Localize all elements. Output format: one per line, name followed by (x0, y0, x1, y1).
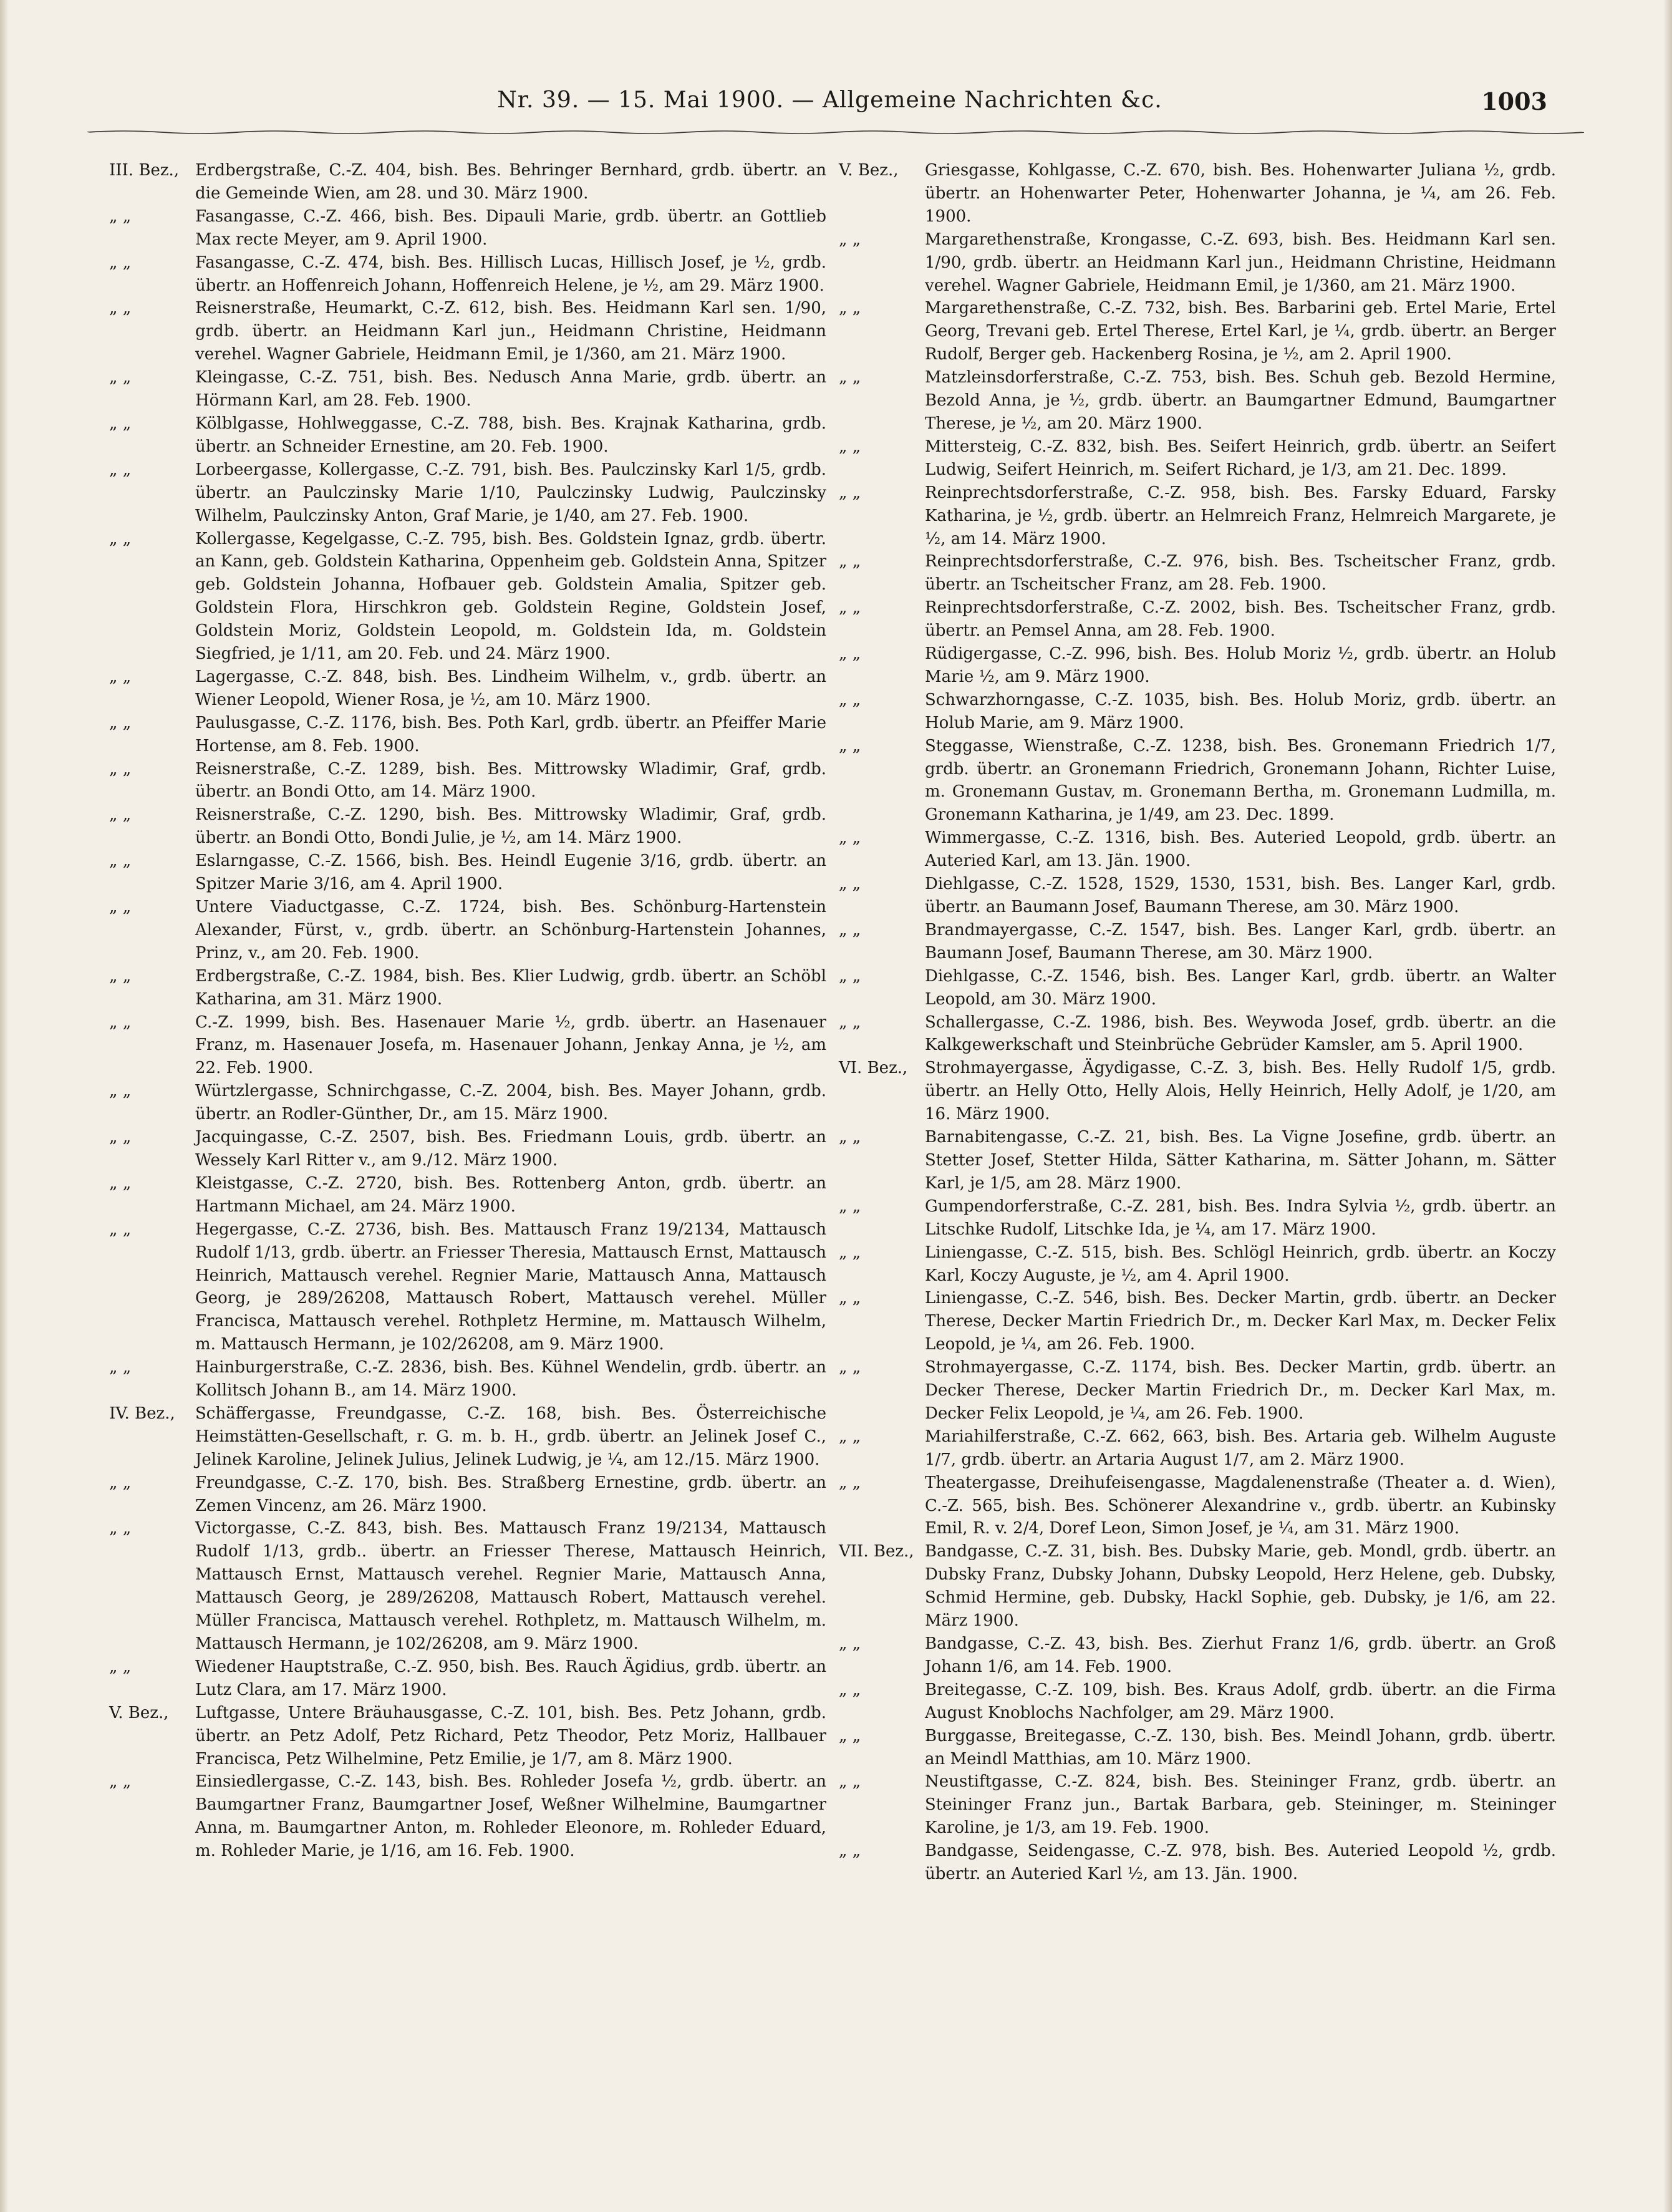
register-entry (839, 827, 1556, 873)
register-entry (109, 1172, 826, 1218)
entry-text: Gumpendorferstraße, C.-Z. 281, bish. Bes. Indra Sylvia ½, grdb. übertr. an Litschke Rudolf, Litschke Ida, je ¼, am 17. März 1900. (925, 1196, 1556, 1239)
register-entry (839, 873, 1556, 919)
entry-text: Barnabitengasse, C.-Z. 21, bish. Bes. La Vigne Josefine, grdb. übertr. an Stetter Josef, Stetter Hilda, Sätter Katharina, m. Sätter Johann, m. Sätter Karl, je 1/5, am 28. März 1900. (925, 1128, 1556, 1193)
district-marker: „ „ (839, 920, 861, 939)
page-number: 1003 (1481, 87, 1547, 115)
district-marker: „ „ (109, 1220, 132, 1239)
register-entry (839, 596, 1556, 643)
entry-text: Breitegasse, C.-Z. 109, bish. Bes. Kraus Adolf, grdb. übertr. an die Firma August Knoblochs Nachfolger, am 29. März 1900. (925, 1680, 1556, 1722)
register-entry (109, 1517, 826, 1655)
register-entry (109, 1770, 826, 1863)
scan-edge-right (1663, 0, 1672, 2212)
register-entry (839, 919, 1556, 965)
register-entry (839, 1126, 1556, 1195)
entry-text: Lagergasse, C.-Z. 848, bish. Bes. Lindheim Wilhelm, v., grdb. übertr. an Wiener Leopold, Wiener Rosa, je ½, am 10. März 1900. (195, 667, 826, 709)
entry-text: Eslarngasse, C.-Z. 1566, bish. Bes. Heindl Eugenie 3/16, grdb. übertr. an Spitzer Marie 3/16, am 4. April 1900. (195, 851, 826, 894)
register-entry (109, 850, 826, 896)
register-entry (839, 643, 1556, 689)
district-marker: „ „ (839, 1473, 861, 1492)
register-entry (839, 159, 1556, 228)
register-entry (839, 735, 1556, 827)
entry-text: Wimmergasse, C.-Z. 1316, bish. Bes. Auteried Leopold, grdb. übertr. an Auteried Karl, am 13. Jän. 1900. (925, 828, 1556, 871)
register-entry (109, 1080, 826, 1126)
entry-text: Schäffergasse, Freundgasse, C.-Z. 168, bish. Bes. Österreichische Heimstätten-Gesellschaft, r. G. m. b. H., grdb. übertr. an Jelinek Josef C., Jelinek Karoline, Jelinek Julius, Jelinek Ludwig, je ¼, am 12./15. März 1900. (195, 1404, 826, 1469)
entry-text: Paulusgasse, C.-Z. 1176, bish. Bes. Poth Karl, grdb. übertr. an Pfeiffer Marie Hortense, am 8. Feb. 1900. (195, 713, 826, 755)
entry-text: Mariahilferstraße, C.-Z. 662, 663, bish. Bes. Artaria geb. Wilhelm Auguste 1/7, grdb. übertr. an Artaria August 1/7, am 2. März 1900. (925, 1427, 1556, 1469)
district-marker: „ „ (109, 1358, 132, 1377)
register-entry (109, 366, 826, 412)
register-entry (839, 1356, 1556, 1425)
register-entry (109, 803, 826, 850)
entry-text: Strohmayergasse, C.-Z. 1174, bish. Bes. Decker Martin, grdb. übertr. an Decker Therese, Decker Martin Friedrich Dr., m. Decker Karl Max, m. Decker Felix Leopold, je ¼, am 26. Feb. 1900. (925, 1358, 1556, 1423)
register-entry (839, 550, 1556, 596)
register-entry (109, 1218, 826, 1356)
district-marker: „ „ (109, 805, 132, 825)
district-marker: „ „ (839, 483, 861, 502)
district-marker: „ „ (109, 529, 132, 548)
entry-text: Bandgasse, Seidengasse, C.-Z. 978, bish. Bes. Auteried Leopold ½, grdb. übertr. an Auteried Karl ½, am 13. Jän. 1900. (925, 1841, 1556, 1884)
district-marker: „ „ (109, 1082, 132, 1101)
register-entry (109, 412, 826, 458)
entry-text: Bandgasse, C.-Z. 43, bish. Bes. Zierhut Franz 1/6, grdb. übertr. an Groß Johann 1/6, am 14. Feb. 1900. (925, 1634, 1556, 1676)
district-marker: „ „ (839, 1841, 861, 1861)
district-marker: „ „ (839, 552, 861, 571)
entry-text: Reinprechtsdorferstraße, C.-Z. 976, bish. Bes. Tscheitscher Franz, grdb. übertr. an Tscheitscher Franz, am 28. Feb. 1900. (925, 552, 1556, 594)
register-entry (839, 1057, 1556, 1126)
register-entry (839, 1287, 1556, 1356)
entry-text: Liniengasse, C.-Z. 515, bish. Bes. Schlögl Heinrich, grdb. übertr. an Koczy Karl, Koczy Auguste, je ½, am 4. April 1900. (925, 1243, 1556, 1285)
register-entry (109, 297, 826, 366)
register-entry (109, 1702, 826, 1771)
entry-text: Rüdigergasse, C.-Z. 996, bish. Bes. Holub Moriz ½, grdb. übertr. an Holub Marie ½, am 9. März 1900. (925, 644, 1556, 686)
entry-text: Kölblgasse, Hohlweggasse, C.-Z. 788, bish. Bes. Krajnak Katharina, grdb. übertr. an Schneider Ernestine, am 20. Feb. 1900. (195, 414, 826, 456)
district-marker: „ „ (109, 1772, 132, 1792)
entry-text: Lorbeergasse, Kollergasse, C.-Z. 791, bish. Bes. Paulczinsky Karl 1/5, grdb. übertr. an Paulczinsky Marie 1/10, Paulczinsky Ludwig, Paulczinsky Wilhelm, Paulczinsky Anton, Graf Marie, je 1/40, am 27. Feb. 1900. (195, 460, 826, 525)
register-entry (839, 1011, 1556, 1057)
entry-text: Strohmayergasse, Ägydigasse, C.-Z. 3, bish. Bes. Helly Rudolf 1/5, grdb. übertr. an Helly Otto, Helly Alois, Helly Heinrich, Helly Adolf, je 1/20, am 16. März 1900. (925, 1059, 1556, 1124)
district-marker: „ „ (839, 690, 861, 709)
district-marker: IV. Bez., (109, 1404, 175, 1423)
register-entry (839, 689, 1556, 735)
register-entry (109, 666, 826, 712)
district-marker: „ „ (839, 736, 861, 755)
district-marker: „ „ (839, 1427, 861, 1446)
register-entry (109, 712, 826, 758)
entry-text: Neustiftgasse, C.-Z. 824, bish. Bes. Steininger Franz, grdb. übertr. an Steininger Franz jun., Bartak Barbara, geb. Steininger, m. Steininger Karoline, je 1/3, am 19. Feb. 1900. (925, 1772, 1556, 1838)
entry-text: Griesgasse, Kohlgasse, C.-Z. 670, bish. Bes. Hohenwarter Juliana ½, grdb. übertr. an Hohenwarter Peter, Hohenwarter Johanna, je ¼, am 26. Feb. 1900. (925, 161, 1556, 226)
register-entry (109, 896, 826, 965)
district-marker: „ „ (109, 299, 132, 318)
district-marker: „ „ (109, 667, 132, 686)
register-entry (109, 965, 826, 1011)
entry-text: C.-Z. 1999, bish. Bes. Hasenauer Marie ½, grdb. übertr. an Hasenauer Franz, m. Hasenauer Josefa, m. Hasenauer Johann, Jenkay Anna, je ½, am 22. Feb. 1900. (195, 1012, 826, 1078)
register-entry (109, 159, 826, 205)
district-marker: „ „ (839, 1680, 861, 1699)
register-entry (839, 1679, 1556, 1725)
district-marker: V. Bez., (109, 1703, 169, 1722)
register-entry (109, 1356, 826, 1402)
register-entry (839, 1195, 1556, 1241)
entry-text: Hainburgerstraße, C.-Z. 2836, bish. Bes. Kühnel Wendelin, grdb. übertr. an Kollitsch Johann B., am 14. März 1900. (195, 1358, 826, 1400)
district-marker: „ „ (839, 1128, 861, 1147)
district-marker: „ „ (109, 1128, 132, 1147)
district-marker: „ „ (839, 1726, 861, 1745)
entry-text: Reisnerstraße, Heumarkt, C.-Z. 612, bish. Bes. Heidmann Karl sen. 1/90, grdb. übertr. an Heidmann Karl jun., Heidmann Christine, Heidmann verehel. Wagner Gabriele, Heidmann Emil, je 1/360, am 21. März 1900. (195, 299, 826, 364)
district-marker: „ „ (109, 253, 132, 272)
register-entry (109, 205, 826, 251)
register-entry (839, 1472, 1556, 1541)
district-marker: „ „ (839, 875, 861, 894)
entry-text: Reinprechtsdorferstraße, C.-Z. 958, bish. Bes. Farsky Eduard, Farsky Katharina, je ½, grdb. übertr. an Helmreich Franz, Helmreich Margarete, je ½, am 14. März 1900. (925, 483, 1556, 548)
entry-text: Brandmayergasse, C.-Z. 1547, bish. Bes. Langer Karl, grdb. übertr. an Baumann Josef, Baumann Therese, am 30. März 1900. (925, 920, 1556, 963)
district-marker: „ „ (839, 1772, 861, 1792)
district-marker: III. Bez., (109, 161, 180, 180)
district-marker: „ „ (839, 828, 861, 848)
register-entry (839, 1241, 1556, 1288)
entry-text: Diehlgasse, C.-Z. 1546, bish. Bes. Langer Karl, grdb. übertr. an Walter Leopold, am 30. März 1900. (925, 966, 1556, 1009)
entry-text: Kleingasse, C.-Z. 751, bish. Bes. Nedusch Anna Marie, grdb. übertr. an Hörmann Karl, am 28. Feb. 1900. (195, 368, 826, 410)
register-entry (839, 1725, 1556, 1771)
entry-text: Untere Viaductgasse, C.-Z. 1724, bish. Bes. Schönburg-Hartenstein Alexander, Fürst, v., grdb. übertr. an Schönburg-Hartenstein Johannes, Prinz, v., am 20. Feb. 1900. (195, 898, 826, 963)
register-entry (839, 1632, 1556, 1679)
district-marker: „ „ (839, 1243, 861, 1262)
district-marker: V. Bez., (839, 161, 899, 180)
district-marker: „ „ (109, 368, 132, 387)
entry-text: Erdbergstraße, C.-Z. 404, bish. Bes. Behringer Bernhard, grdb. übertr. an die Gemeinde Wien, am 28. und 30. März 1900. (195, 161, 826, 203)
entry-text: Victorgasse, C.-Z. 843, bish. Bes. Mattausch Franz 19/2134, Mattausch Rudolf 1/13, grdb.. übertr. an Friesser Therese, Mattausch Heinrich, Mattausch Ernst, Mattausch verehel. Regnier Marie, Mattausch Anna, Mattausch Georg, je 289/26208, Mattausch Robert, Mattausch verehel. Müller Francisca, Mattausch verehel. Rothpletz, m. Mattausch Wilhelm, m. Mattausch Hermann, je 102/26208, am 9. März 1900. (195, 1519, 826, 1653)
register-entry (109, 1126, 826, 1172)
district-marker: „ „ (109, 898, 132, 916)
entry-text: Jacquingasse, C.-Z. 2507, bish. Bes. Friedmann Louis, grdb. übertr. an Wessely Karl Ritter v., am 9./12. März 1900. (195, 1128, 826, 1170)
entry-text: Burggasse, Breitegasse, C.-Z. 130, bish. Bes. Meindl Johann, grdb. übertr. an Meindl Matthias, am 10. März 1900. (925, 1726, 1556, 1768)
district-marker: „ „ (839, 1634, 861, 1653)
district-marker: „ „ (839, 598, 861, 618)
district-marker: „ „ (839, 368, 861, 387)
register-entry (109, 458, 826, 528)
entry-text: Würtzlergasse, Schnirchgasse, C.-Z. 2004, bish. Bes. Mayer Johann, grdb. übertr. an Rodler-Günther, Dr., am 15. März 1900. (195, 1082, 826, 1124)
entry-text: Erdbergstraße, C.-Z. 1984, bish. Bes. Klier Ludwig, grdb. übertr. an Schöbl Katharina, am 31. März 1900. (195, 966, 826, 1009)
register-entry (839, 435, 1556, 482)
entry-text: Mittersteig, C.-Z. 832, bish. Bes. Seifert Heinrich, grdb. übertr. an Seifert Ludwig, Seifert Heinrich, m. Seifert Richard, je 1/3, am 21. Dec. 1899. (925, 437, 1556, 479)
district-marker: „ „ (839, 644, 861, 664)
entry-text: Steggasse, Wienstraße, C.-Z. 1238, bish. Bes. Gronemann Friedrich 1/7, grdb. übertr. an Gronemann Friedrich, Gronemann Johann, Richter Luise, m. Gronemann Gustav, m. Gronemann Bertha, m. Gronemann Ludmilla, m. Gronemann Katharina, je 1/49, am 23. Dec. 1899. (925, 736, 1556, 825)
entry-text: Einsiedlergasse, C.-Z. 143, bish. Bes. Rohleder Josefa ½, grdb. übertr. an Baumgartner Franz, Baumgartner Josef, Weßner Wilhelmine, Baumgartner Anna, m. Baumgartner Anton, m. Rohleder Eleonore, m. Rohleder Eduard, m. Rohleder Marie, je 1/16, am 16. Feb. 1900. (195, 1772, 826, 1861)
entry-text: Margarethenstraße, C.-Z. 732, bish. Bes. Barbarini geb. Ertel Marie, Ertel Georg, Trevani geb. Ertel Therese, Ertel Karl, je ¼, grdb. übertr. an Berger Rudolf, Berger geb. Hackenberg Rosina, je ½, am 2. April 1900. (925, 299, 1556, 364)
register-entry (839, 1540, 1556, 1632)
district-marker: VI. Bez., (839, 1059, 908, 1078)
register-entry (109, 251, 826, 298)
district-marker: „ „ (839, 230, 861, 249)
district-marker: „ „ (109, 460, 132, 479)
district-marker: „ „ (109, 1173, 132, 1193)
entry-text: Wiedener Hauptstraße, C.-Z. 950, bish. Bes. Rauch Ägidius, grdb. übertr. an Lutz Clara, am 17. März 1900. (195, 1657, 826, 1699)
register-entry (109, 1402, 826, 1472)
district-marker: „ „ (109, 414, 132, 433)
district-marker: „ „ (839, 1196, 861, 1216)
register-entry (839, 228, 1556, 298)
entry-text: Bandgasse, C.-Z. 31, bish. Bes. Dubsky Marie, geb. Mondl, grdb. übertr. an Dubsky Franz, Dubsky Johann, Dubsky Leopold, Herz Helene, geb. Dubsky, Schmid Hermine, geb. Dubsky, Hackl Sophie, geb. Dubsky, je 1/6, am 22. März 1900. (925, 1542, 1556, 1631)
entry-text: Freundgasse, C.-Z. 170, bish. Bes. Straßberg Ernestine, grdb. übertr. an Zemen Vincenz, am 26. März 1900. (195, 1473, 826, 1515)
entry-text: Kollergasse, Kegelgasse, C.-Z. 795, bish. Bes. Goldstein Ignaz, grdb. übertr. an Kann, geb. Goldstein Katharina, Oppenheim geb. Goldstein Anna, Spitzer geb. Goldstein Johanna, Hofbauer geb. Goldstein Amalia, Spitzer geb. Goldstein Flora, Hirschkron geb. Goldstein Regine, Goldstein Josef, Goldstein Moriz, Goldstein Leopold, m. Goldstein Ida, m. Goldstein Siegfried, je 1/11, am 20. Feb. und 24. März 1900. (195, 529, 826, 664)
district-marker: „ „ (839, 966, 861, 986)
entry-text: Matzleinsdorferstraße, C.-Z. 753, bish. Bes. Schuh geb. Bezold Hermine, Bezold Anna, je ½, grdb. übertr. an Baumgartner Edmund, Baumgartner Therese, je ½, am 20. März 1900. (925, 368, 1556, 433)
register-entry (839, 1770, 1556, 1840)
register-entry (839, 482, 1556, 551)
district-marker: VII. Bez., (839, 1542, 914, 1561)
entry-text: Margarethenstraße, Krongasse, C.-Z. 693, bish. Bes. Heidmann Karl sen. 1/90, grdb. übertr. an Heidmann Karl jun., Heidmann Christine, Heidmann verehel. Wagner Gabriele, Heidmann Emil, je 1/360, am 21. März 1900. (925, 230, 1556, 295)
left-column (109, 159, 826, 1863)
register-entry (109, 1656, 826, 1702)
header-rule (87, 130, 1584, 135)
entry-text: Reinprechtsdorferstraße, C.-Z. 2002, bish. Bes. Tscheitscher Franz, grdb. übertr. an Pemsel Anna, am 28. Feb. 1900. (925, 598, 1556, 641)
register-entry (109, 1472, 826, 1518)
entry-text: Schallergasse, C.-Z. 1986, bish. Bes. Weywoda Josef, grdb. übertr. an die Kalkgewerkschaft und Steinbrüche Gebrüder Kamsler, am 5. April 1900. (925, 1012, 1556, 1055)
register-entry (109, 758, 826, 804)
issue-line: Nr. 39. — 15. Mai 1900. — Allgemeine Nachrichten &c. (497, 87, 1162, 113)
entry-text: Schwarzhorngasse, C.-Z. 1035, bish. Bes. Holub Moriz, grdb. übertr. an Holub Marie, am 9. März 1900. (925, 690, 1556, 732)
scan-edge-left (0, 0, 9, 2212)
district-marker: „ „ (839, 437, 861, 456)
entry-text: Liniengasse, C.-Z. 546, bish. Bes. Decker Martin, grdb. übertr. an Decker Therese, Decker Martin Friedrich Dr., m. Decker Karl Max, m. Decker Felix Leopold, je ¼, am 26. Feb. 1900. (925, 1289, 1556, 1354)
district-marker: „ „ (109, 1657, 132, 1676)
district-marker: „ „ (839, 1289, 861, 1308)
district-marker: „ „ (109, 1012, 132, 1032)
page-header (112, 87, 1547, 131)
district-marker: „ „ (109, 713, 132, 732)
entry-text: Reisnerstraße, C.-Z. 1289, bish. Bes. Mittrowsky Wladimir, Graf, grdb. übertr. an Bondi Otto, am 14. März 1900. (195, 759, 826, 802)
district-marker: „ „ (109, 966, 132, 986)
entry-text: Kleistgasse, C.-Z. 2720, bish. Bes. Rottenberg Anton, grdb. übertr. an Hartmann Michael, am 24. März 1900. (195, 1173, 826, 1216)
register-entry (839, 366, 1556, 435)
entry-text: Fasangasse, C.-Z. 474, bish. Bes. Hillisch Lucas, Hillisch Josef, je ½, grdb. übertr. an Hoffenreich Johann, Hoffenreich Helene, je ½, am 29. März 1900. (195, 253, 826, 295)
district-marker: „ „ (109, 206, 132, 226)
entry-text: Fasangasse, C.-Z. 466, bish. Bes. Dipauli Marie, grdb. übertr. an Gottlieb Max recte Meyer, am 9. April 1900. (195, 206, 826, 249)
entry-text: Hegergasse, C.-Z. 2736, bish. Bes. Mattausch Franz 19/2134, Mattausch Rudolf 1/13, grdb. übertr. an Friesser Theresia, Mattausch Ernst, Mattausch Heinrich, Mattausch verehel. Regnier Marie, Mattausch Anna, Mattausch Georg, je 289/26208, Mattausch Robert, Mattausch verehel. Müller Francisca, Mattausch verehel. Rothpletz Hermine, m. Mattausch Wilhelm, m. Mattausch Hermann, je 102/26208, am 9. März 1900. (195, 1220, 826, 1354)
register-entry (109, 1011, 826, 1080)
district-marker: „ „ (109, 1473, 132, 1492)
register-entry (839, 297, 1556, 366)
entry-text: Luftgasse, Untere Bräuhausgasse, C.-Z. 101, bish. Bes. Petz Johann, grdb. übertr. an Petz Adolf, Petz Richard, Petz Theodor, Petz Moriz, Hallbauer Francisca, Petz Wilhelmine, Petz Emilie, je 1/7, am 8. März 1900. (195, 1703, 826, 1768)
right-column (839, 159, 1556, 1886)
entry-text: Diehlgasse, C.-Z. 1528, 1529, 1530, 1531, bish. Bes. Langer Karl, grdb. übertr. an Baumann Josef, Baumann Therese, am 30. März 1900. (925, 875, 1556, 916)
district-marker: „ „ (839, 299, 861, 318)
entry-text: Reisnerstraße, C.-Z. 1290, bish. Bes. Mittrowsky Wladimir, Graf, grdb. übertr. an Bondi Otto, Bondi Julie, je ½, am 14. März 1900. (195, 805, 826, 848)
district-marker: „ „ (839, 1358, 861, 1377)
entry-text: Theatergasse, Dreihufeisengasse, Magdalenenstraße (Theater a. d. Wien), C.-Z. 565, bish. Bes. Schönerer Alexandrine v., grdb. übertr. an Kubinsky Emil, R. v. 2/4, Doref Leon, Simon Josef, je ¼, am 31. März 1900. (925, 1473, 1556, 1538)
district-marker: „ „ (839, 1012, 861, 1032)
register-entry (839, 965, 1556, 1011)
district-marker: „ „ (109, 851, 132, 871)
register-entry (109, 528, 826, 666)
district-marker: „ „ (109, 759, 132, 779)
register-entry (839, 1840, 1556, 1886)
register-entry (839, 1425, 1556, 1472)
district-marker: „ „ (109, 1519, 132, 1538)
